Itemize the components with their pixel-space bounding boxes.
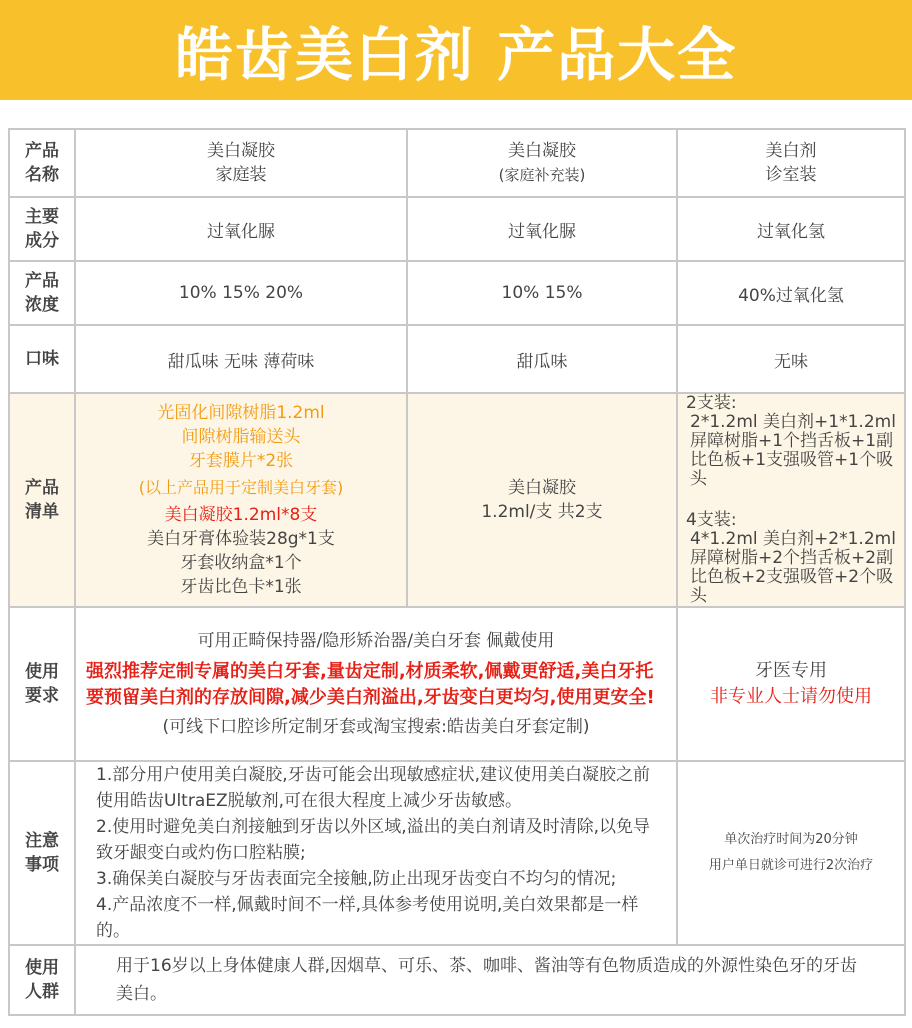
concentration-clinic: 40%过氧化氢 — [677, 261, 905, 325]
note-item: 单次治疗时间为20分钟 — [724, 832, 858, 847]
row-label-line: 注意 — [25, 831, 59, 851]
table-row-name — [9, 129, 905, 197]
note-item: 2.使用时避免美白剂接触到牙齿以外区域,溢出的美白剂请及时清除,以免导致牙龈变白或灼伤口腔粘膜; — [96, 817, 651, 863]
usage-pro-line: 牙医专用 — [755, 660, 827, 681]
usage-hint: (可线下口腔诊所定制牙套或淘宝搜索:皓齿美白牙套定制) — [162, 717, 590, 737]
note-item: 用户单日就诊可进行2次治疗 — [708, 858, 874, 873]
column-header-home — [75, 129, 407, 197]
row-label-line: 使用 — [25, 662, 59, 682]
column-name: 美白凝胶 — [508, 141, 576, 161]
column-name: 美白凝胶 — [207, 141, 275, 161]
table-row-ingredient — [9, 197, 905, 261]
flavor-clinic: 无味 — [677, 325, 905, 393]
table-row-usage — [9, 607, 905, 761]
notes-clinic — [677, 761, 905, 945]
row-label-notes — [9, 761, 75, 945]
page-title: 皓齿美白剂 产品大全 — [174, 21, 738, 89]
kit-item: 间隙树脂输送头 — [181, 427, 301, 447]
ingredient-clinic: 过氧化氢 — [677, 197, 905, 261]
row-label-line: 清单 — [25, 502, 59, 522]
flavor-refill: 甜瓜味 — [407, 325, 677, 393]
usage-pro-warning: 非专业人士请勿使用 — [710, 686, 872, 707]
row-label-line: 使用 — [25, 958, 59, 978]
kit-item: 牙套收纳盒*1个 — [180, 553, 302, 573]
notes-home — [75, 761, 677, 945]
usage-clinic — [677, 607, 905, 761]
kit-item: 1.2ml/支 共2支 — [481, 502, 603, 522]
kit-home — [75, 393, 407, 607]
note-item: 1.部分用户使用美白凝胶,牙齿可能会出现敏感症状,建议使用美白凝胶之前使用皓齿UltraEZ脱敏剂,可在很大程度上减少牙齿敏感。 — [96, 765, 651, 811]
row-label-ingredient — [9, 197, 75, 261]
note-item: 3.确保美白凝胶与牙齿表面完全接触,防止出现牙齿变白不均匀的情况; — [96, 869, 617, 889]
usage-home — [75, 607, 677, 761]
concentration-refill: 10% 15% — [407, 261, 677, 325]
kit-note: (以上产品用于定制美白牙套) — [138, 478, 344, 497]
kit-pack-contents: 4*1.2ml 美白剂+2*1.2ml 屏障树脂+2个挡舌板+2副比色板+2支强吸管+2个吸头 — [690, 529, 896, 606]
product-table — [8, 128, 906, 1016]
row-label-line: 要求 — [25, 686, 59, 706]
row-label-name — [9, 129, 75, 197]
ingredient-home: 过氧化脲 — [75, 197, 407, 261]
row-label-line: 事项 — [25, 855, 59, 875]
kit-pack-title: 4支装: — [686, 510, 737, 530]
row-label-line: 名称 — [25, 165, 59, 185]
row-label-line: 产品 — [25, 271, 59, 291]
note-item: 4.产品浓度不一样,佩戴时间不一样,具体参考使用说明,美白效果都是一样的。 — [96, 895, 639, 941]
kit-pack-title: 2支装: — [686, 393, 737, 413]
concentration-home: 10% 15% 20% — [75, 261, 407, 325]
usage-warning: 强烈推荐定制专属的美白牙套,量齿定制,材质柔软,佩戴更舒适,美白牙托要预留美白剂的存放间隙,减少美白剂溢出,牙齿变白更均匀,使用更安全! — [86, 661, 655, 708]
row-label-line: 浓度 — [25, 295, 59, 315]
kit-refill — [407, 393, 677, 607]
row-label-line: 成分 — [25, 231, 59, 251]
row-label-line: 产品 — [25, 478, 59, 498]
row-label-flavor: 口味 — [9, 325, 75, 393]
kit-item: 美白牙膏体验装28g*1支 — [147, 529, 335, 549]
kit-item: 牙套膜片*2张 — [188, 451, 294, 471]
row-label-target — [9, 945, 75, 1015]
row-label-line: 人群 — [25, 982, 59, 1002]
table-row-flavor — [9, 325, 905, 393]
column-sub: 家庭装 — [215, 165, 267, 185]
column-sub: (家庭补充装) — [498, 166, 586, 184]
usage-line: 可用正畸保持器/隐形矫治器/美白牙套 佩戴使用 — [197, 631, 555, 651]
table-row-concentration — [9, 261, 905, 325]
kit-item: 光固化间隙树脂1.2ml — [157, 403, 325, 423]
table-row-kit — [9, 393, 905, 607]
kit-clinic — [677, 393, 905, 607]
column-header-clinic — [677, 129, 905, 197]
kit-item-gel: 美白凝胶1.2ml*8支 — [164, 505, 318, 525]
kit-item: 美白凝胶 — [508, 478, 576, 498]
ingredient-refill: 过氧化脲 — [407, 197, 677, 261]
row-label-line: 产品 — [25, 141, 59, 161]
row-label-concentration — [9, 261, 75, 325]
column-header-refill — [407, 129, 677, 197]
table-row-target — [9, 945, 905, 1015]
row-label-usage — [9, 607, 75, 761]
kit-pack-contents: 2*1.2ml 美白剂+1*1.2ml 屏障树脂+1个挡舌板+1副比色板+1支强吸管+1个吸头 — [690, 412, 896, 489]
column-sub: 诊室装 — [765, 165, 817, 185]
kit-item: 牙齿比色卡*1张 — [180, 577, 302, 597]
title-banner — [0, 0, 912, 100]
target-group: 用于16岁以上身体健康人群,因烟草、可乐、茶、咖啡、酱油等有色物质造成的外源性染色牙的牙齿美白。 — [75, 945, 905, 1015]
row-label-kit — [9, 393, 75, 607]
table-row-notes — [9, 761, 905, 945]
column-name: 美白剂 — [765, 141, 817, 161]
row-label-line: 主要 — [25, 207, 59, 227]
flavor-home: 甜瓜味 无味 薄荷味 — [75, 325, 407, 393]
